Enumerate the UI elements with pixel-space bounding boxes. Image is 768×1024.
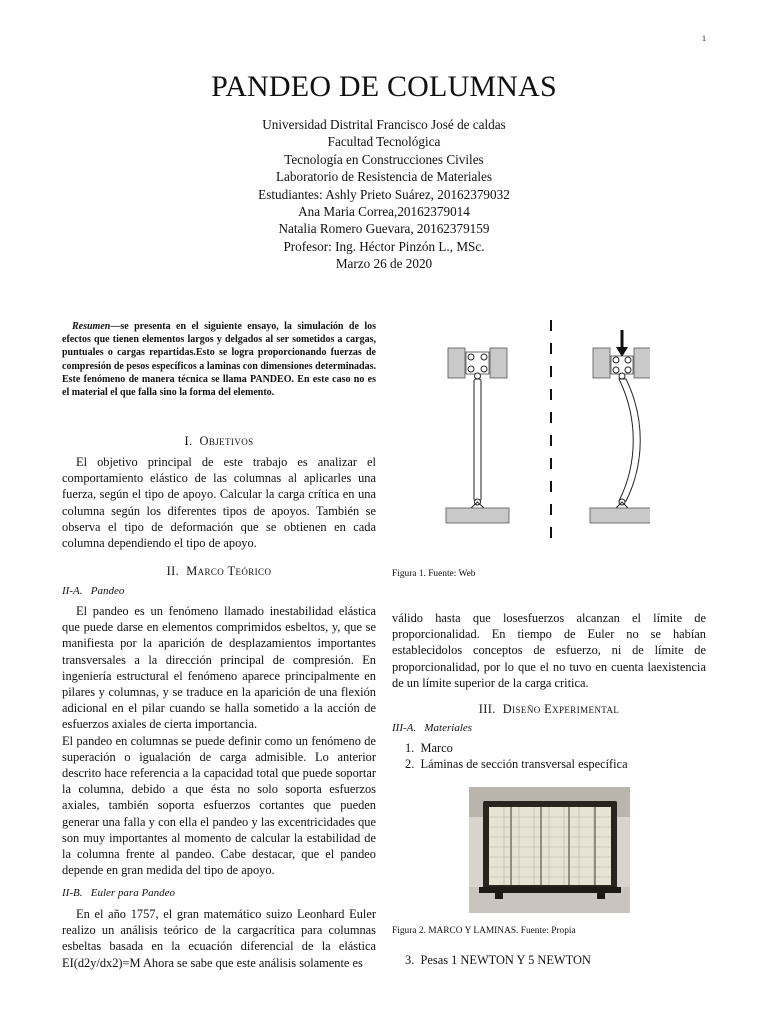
section-title: Diseño Experimental	[502, 702, 620, 716]
frame-and-sheets-illustration	[469, 787, 630, 913]
author-line: Facultad Tecnológica	[327, 134, 441, 150]
paragraph: válido hasta que losesfuerzos alcanzan el límite de proporcionalidad. En tiempo de Euler no se habían establecidolos conceptos de esfuerzo, ni de límite de proporcionalidad, por lo que el no tuvo en cuenta laexistencia de un límite superior de la carga critica.	[392, 611, 706, 690]
list-item: 2. Láminas de sección transversal específica	[405, 757, 628, 771]
list-item: 1. Marco	[405, 741, 453, 755]
euler-text	[62, 906, 376, 971]
author-line: Laboratorio de Resistencia de Materiales	[275, 169, 493, 185]
abstract	[62, 320, 376, 399]
subsection-title: Pandeo	[90, 585, 125, 597]
figure-1-caption: Figura 1. Fuente: Web	[392, 569, 476, 579]
subsection-title: Euler para Pandeo	[90, 887, 176, 899]
paragraph: El pandeo es un fenómeno llamado inestabilidad elástica que puede darse en elementos comprimidos esbeltos, y, que se manifiesta por la aparición de desplazamientos importantes transversales a la dirección principal de compresión. En ingeniería estructural el fenómeno aparece principalmente en pilares y columnas, y se traduce en la aparición de una flexión adicional en el pilar cuando se halla sometido a la acción de esfuerzos axiales de cierta importancia.	[62, 604, 376, 732]
subsection-number: II-A.	[62, 585, 83, 597]
abstract-keyword: Resumen	[72, 321, 111, 332]
figure-2-photo	[469, 787, 630, 913]
subsection-heading-pandeo	[62, 585, 124, 597]
subsection-heading-euler	[62, 887, 175, 899]
section-number: II.	[166, 564, 180, 578]
figure-1-column-diagram	[440, 318, 650, 550]
author-block	[0, 116, 768, 273]
objetivos-text	[62, 454, 376, 551]
materials-list-continued	[405, 952, 705, 968]
paragraph: El objetivo principal de este trabajo es analizar el comportamiento elástico de las columnas al aplicarles una fuerza, según el tipo de apoyo. Calcular la carga crítica en una columna según los diferentes tipos de apoyos. También se observa el tipo de deformación que se obtienen en cada columna dependiendo el tipo de apoyo.	[62, 455, 376, 551]
pandeo-text	[62, 603, 376, 878]
abstract-text: —se presenta en el siguiente ensayo, la simulación de los efectos que tienen elementos largos y delgados al ser sometidos a cargas, puntuales o cargas repartidas.Esto se logra proporcionando fuerzas de compresión de pesos específicos a laminas con dimensiones determinadas. Este fenómeno de manera técnica se llama PANDEO. En este caso no es el material el que falla sino la forma del elemento.	[62, 321, 376, 399]
section-title: Marco Teórico	[186, 564, 272, 578]
subsection-heading-materiales	[392, 722, 472, 734]
author-line: Universidad Distrital Francisco José de caldas	[262, 117, 506, 132]
euler-continued-text	[392, 610, 706, 691]
section-title: Objetivos	[199, 434, 254, 448]
straight-column	[446, 348, 509, 523]
section-heading-diseno-experimental	[392, 702, 706, 717]
author-line: Ana Maria Correa,20162379014	[298, 204, 470, 220]
author-line: Profesor: Ing. Héctor Pinzón L., MSc.	[283, 238, 485, 254]
section-number: III.	[478, 702, 496, 716]
paper-title: PANDEO DE COLUMNAS	[211, 70, 557, 103]
page-number: 1	[702, 34, 706, 43]
figure-2-caption: Figura 2. MARCO Y LAMINAS. Fuente: Propia	[392, 926, 576, 936]
subsection-title: Materiales	[424, 722, 473, 734]
author-line: Tecnología en Construcciones Civiles	[284, 151, 484, 167]
section-heading-objetivos	[62, 434, 376, 449]
materials-list	[405, 740, 705, 772]
author-line: Marzo 26 de 2020	[335, 256, 433, 272]
author-line: Natalia Romero Guevara, 20162379159	[278, 221, 490, 237]
list-item: 3. Pesas 1 NEWTON Y 5 NEWTON	[405, 953, 591, 967]
buckled-column	[590, 330, 650, 523]
paragraph: En el año 1757, el gran matemático suizo Leonhard Euler realizo un análisis teórico de la cargacrítica para columnas esbeltas basada en la ecuación diferencial de la elástica EI(d2y/dx2)=M Ahora se sabe que este análisis solamente es	[62, 907, 376, 970]
section-number: I.	[184, 434, 193, 448]
section-heading-marco-teorico	[62, 564, 376, 579]
subsection-number: III-A.	[392, 722, 417, 734]
author-line: Estudiantes: Ashly Prieto Suárez, 20162379032	[258, 186, 510, 202]
paragraph: El pandeo en columnas se puede definir como un fenómeno de superación o igualación de carga admisible. Lo anterior descrito hace referencia a la capacidad total que puede soportar la columna, debido a que ésta no solo soporta esfuerzos axiales, también soporta esfuerzos cortantes que pueden generar una falla y con ella el pandeo y las excentricidades que son muy importantes al momento de calcular la estabilidad de la columna frente al pandeo. Cabe destacar, que el pandeo depende en gran medida del tipo de apoyo.	[62, 733, 376, 878]
subsection-number: II-B.	[62, 887, 83, 899]
